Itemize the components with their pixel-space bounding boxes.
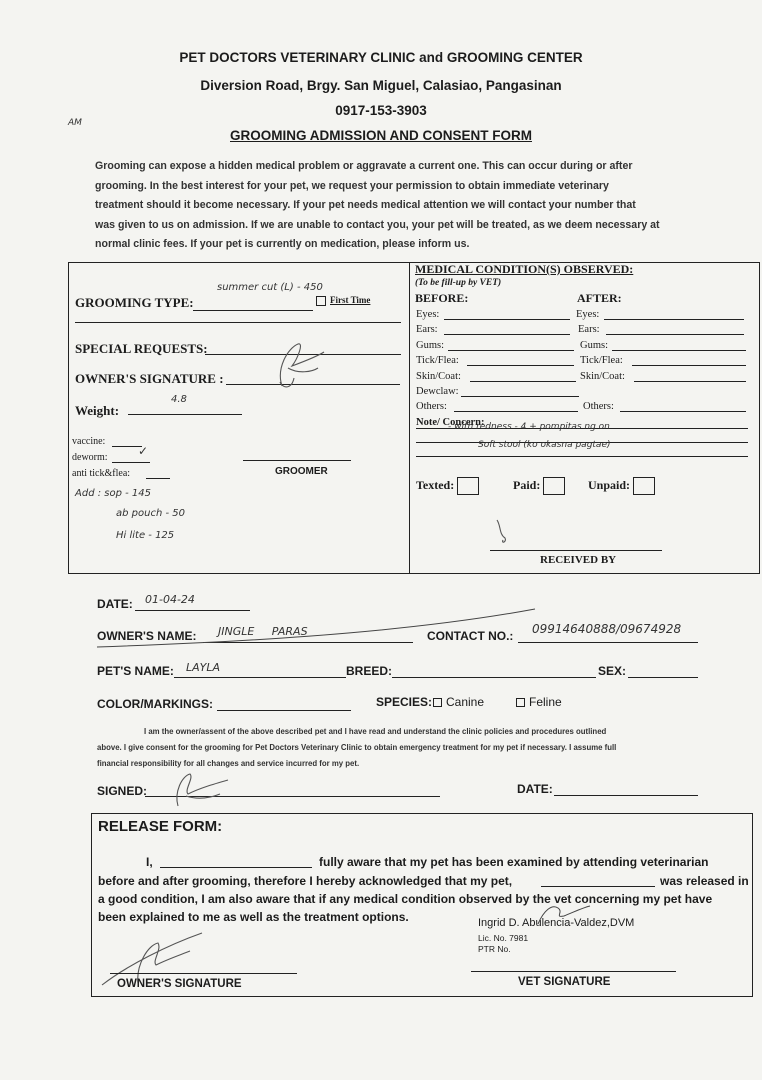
owner-name-label: OWNER'S NAME:: [97, 629, 197, 643]
intro-line: was given to us on admission. If we are unable to contact you, your pet will be treated, as we deem necessary at: [95, 218, 660, 231]
consent-line: I am the owner/assent of the above described pet and I have read and understand the clinic policies and procedures outlined: [144, 727, 607, 736]
signed-label: SIGNED:: [97, 784, 148, 798]
addon-line: Add : sop - 145: [75, 488, 151, 499]
release-form-title: RELEASE FORM:: [98, 818, 223, 835]
contact-value[interactable]: 09914640888/09674928: [532, 622, 682, 636]
special-requests-label: SPECIAL REQUESTS:: [75, 341, 208, 356]
color-markings-label: COLOR/MARKINGS:: [97, 697, 213, 711]
weight-label: Weight:: [75, 403, 120, 418]
release-line-2b: was released in: [660, 874, 749, 888]
addon-line: ab pouch - 50: [116, 508, 185, 519]
feline-option[interactable]: [516, 695, 562, 709]
before-dewclaw: Dewclaw:: [416, 386, 459, 397]
texted-label: Texted:: [416, 477, 455, 492]
margin-note: AM: [68, 118, 82, 128]
checkbox-icon: [433, 698, 442, 707]
note-line-2[interactable]: Soft stool (ko okasna pagtae): [478, 440, 611, 450]
clinic-address: Diversion Road, Brgy. San Miguel, Calasiao, Pangasinan: [200, 78, 562, 93]
note-concern-label: Note/ Concern:: [416, 417, 485, 428]
vet-fill-note: (To be fill-up by VET): [415, 278, 502, 288]
grooming-type-label: GROOMING TYPE:: [75, 295, 194, 310]
vaccine-label: vaccine:: [72, 436, 106, 447]
paid-checkbox[interactable]: [543, 477, 565, 495]
owner-signature-label: OWNER'S SIGNATURE :: [75, 371, 224, 386]
first-time-checkbox[interactable]: [316, 295, 370, 306]
weight-value[interactable]: 4.8: [171, 394, 187, 405]
release-i-label: I,: [146, 855, 153, 869]
sex-label: SEX:: [598, 664, 627, 678]
canine-option[interactable]: [433, 695, 484, 709]
unpaid-label: Unpaid:: [588, 477, 631, 492]
release-line-1: fully aware that my pet has been examined by attending veterinarian: [319, 855, 709, 869]
clinic-phone: 0917-153-3903: [335, 103, 427, 118]
vet-ptr: PTR No.: [478, 944, 511, 954]
release-owner-signature-label: OWNER'S SIGNATURE: [117, 978, 242, 990]
paid-field[interactable]: [513, 477, 565, 495]
vet-signature-label: VET SIGNATURE: [518, 976, 611, 988]
species-label: SPECIES:: [376, 695, 433, 709]
unpaid-field[interactable]: [588, 477, 655, 495]
after-skin-coat: Skin/Coat:: [580, 371, 625, 382]
vet-name: Ingrid D. Abulencia-Valdez,DVM: [478, 917, 635, 929]
pet-name-value[interactable]: LAYLA: [186, 661, 221, 674]
anti-tick-label: anti tick&flea:: [72, 468, 131, 479]
texted-checkbox[interactable]: [457, 477, 479, 495]
unpaid-checkbox[interactable]: [633, 477, 655, 495]
signed-signature-scribble: [170, 770, 240, 810]
after-eyes: Eyes:: [576, 309, 600, 320]
contact-label: CONTACT NO.:: [427, 629, 514, 643]
groomer-label: GROOMER: [275, 466, 328, 477]
before-tick-flea: Tick/Flea:: [416, 355, 459, 366]
intro-line: grooming. In the best interest for your pet, we request your permission to obtain immediate veterinary: [95, 179, 609, 192]
form-title: GROOMING ADMISSION AND CONSENT FORM: [230, 128, 532, 143]
feline-label: Feline: [529, 695, 562, 709]
texted-field[interactable]: [416, 477, 479, 495]
after-gums: Gums:: [580, 340, 609, 351]
breed-label: BREED:: [346, 664, 393, 678]
checkbox-icon: [516, 698, 525, 707]
intro-line: Grooming can expose a hidden medical problem or aggravate a current one. This can occur during or after: [95, 160, 633, 172]
consent-line: financial responsibility for all changes and service incurred for my pet.: [97, 759, 360, 768]
after-others: Others:: [583, 401, 614, 412]
before-eyes: Eyes:: [416, 309, 440, 320]
received-by-scribble: [493, 516, 515, 546]
owner-name-value[interactable]: JINGLE PARAS: [218, 625, 308, 638]
before-skin-coat: Skin/Coat:: [416, 371, 461, 382]
medical-condition-title: MEDICAL CONDITION(S) OBSERVED:: [415, 262, 634, 276]
date-label: DATE:: [97, 597, 133, 611]
date-value[interactable]: 01-04-24: [145, 593, 195, 606]
consent-line: above. I give consent for the grooming for Pet Doctors Veterinary Clinic to obtain emergency treatment for my pet if necessary. I assume full: [97, 743, 617, 752]
deworm-label: deworm:: [72, 452, 108, 463]
vet-license: Lic. No. 7981: [478, 933, 529, 943]
release-line-2: before and after grooming, therefore I hereby acknowledged that my pet,: [98, 874, 513, 888]
clinic-name: PET DOCTORS VETERINARY CLINIC and GROOMING CENTER: [179, 50, 583, 65]
addon-line: Hi lite - 125: [116, 530, 175, 541]
received-by-label: RECEIVED BY: [540, 554, 617, 566]
intro-paragraph: [95, 157, 705, 255]
before-gums: Gums:: [416, 340, 445, 351]
after-label: AFTER:: [577, 291, 622, 305]
deworm-value[interactable]: ✓: [138, 444, 149, 458]
before-ears: Ears:: [416, 324, 438, 335]
release-line-3: a good condition, I am also aware that if any medical condition observed by the vet concerning my pet have: [98, 892, 713, 906]
first-time-label: First Time: [330, 295, 371, 305]
before-label: BEFORE:: [415, 291, 469, 305]
intro-line: treatment should it become necessary. If your pet needs medical attention we will contact your number that: [95, 199, 636, 211]
vet-signature-scribble: [534, 900, 594, 930]
after-ears: Ears:: [578, 324, 600, 335]
strikeout-scribble: [95, 605, 555, 650]
intro-line: normal clinic fees. If your pet is currently on medication, please inform us.: [95, 238, 470, 250]
consent-paragraph: [97, 724, 717, 772]
paid-label: Paid:: [513, 477, 541, 492]
consent-date-label: DATE:: [517, 782, 553, 796]
box-divider: [409, 262, 410, 574]
checkbox-icon: [316, 296, 326, 306]
canine-label: Canine: [446, 695, 485, 709]
after-tick-flea: Tick/Flea:: [580, 355, 623, 366]
pet-name-label: PET'S NAME:: [97, 664, 174, 678]
release-line-4: been explained to me as well as the treatment options.: [98, 910, 409, 924]
note-line-1[interactable]: - with redness - 4 + pompitas ng on: [448, 422, 610, 432]
grooming-type-value[interactable]: summer cut (L) - 450: [217, 282, 323, 293]
before-others: Others:: [416, 401, 447, 412]
owner-signature-scribble: [268, 338, 328, 394]
